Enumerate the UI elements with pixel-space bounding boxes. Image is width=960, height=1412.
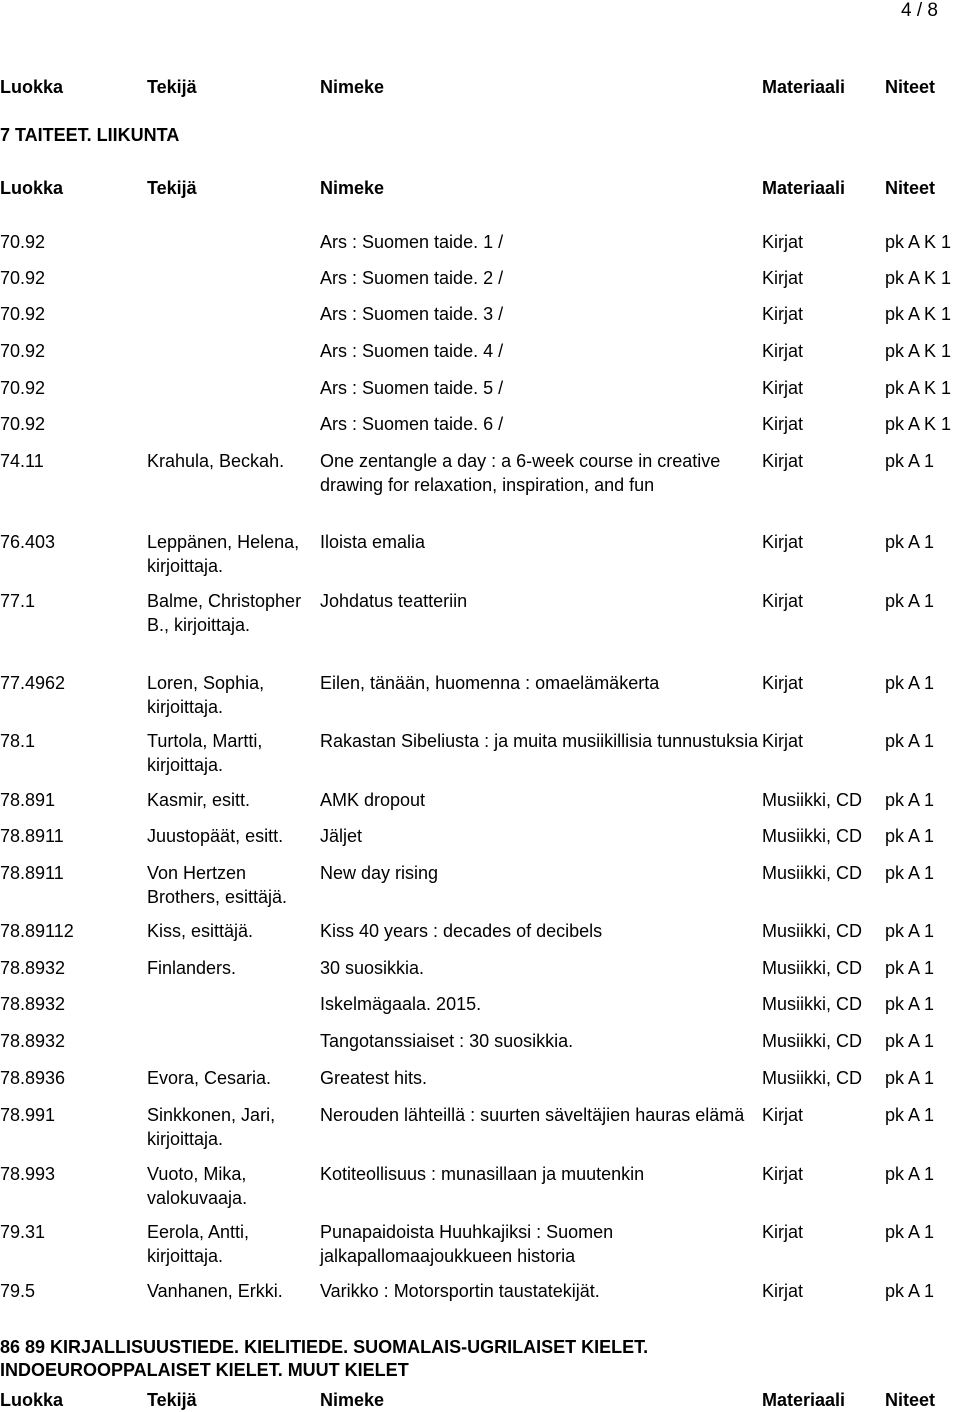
header-nimeke: Nimeke [320, 77, 385, 97]
section-title: 7 TAITEET. LIIKUNTA [0, 125, 180, 145]
cell-niteet: pk A 1 [885, 1068, 935, 1088]
cell-nimeke: Ars : Suomen taide. 6 / [320, 414, 504, 434]
cell-tekija: Von Hertzen Brothers, esittäjä. [147, 863, 288, 907]
cell-niteet: pk A K 1 [885, 378, 952, 398]
cell-materiaali: Musiikki, CD [762, 1068, 863, 1088]
cell-luokka: 78.8932 [0, 958, 66, 978]
cell-niteet: pk A 1 [885, 826, 935, 846]
cell-materiaali: Kirjat [762, 378, 804, 398]
cell-materiaali: Kirjat [762, 532, 804, 552]
cell-tekija: Krahula, Beckah. [147, 451, 285, 471]
header-luokka: Luokka [0, 1390, 64, 1410]
cell-nimeke: Iskelmägaala. 2015. [320, 994, 482, 1014]
cell-niteet: pk A 1 [885, 673, 935, 693]
header-tekija: Tekijä [147, 77, 197, 97]
cell-materiaali: Kirjat [762, 673, 804, 693]
cell-luokka: 70.92 [0, 378, 46, 398]
header-luokka: Luokka [0, 178, 64, 198]
cell-niteet: pk A 1 [885, 790, 935, 810]
cell-tekija: Vuoto, Mika, valokuvaaja. [147, 1164, 248, 1208]
cell-niteet: pk A K 1 [885, 414, 952, 434]
cell-niteet: pk A 1 [885, 994, 935, 1014]
cell-niteet: pk A K 1 [885, 232, 952, 252]
cell-materiaali: Musiikki, CD [762, 921, 863, 941]
header-niteet: Niteet [885, 178, 936, 198]
cell-luokka: 78.8932 [0, 1031, 66, 1051]
cell-niteet: pk A 1 [885, 451, 935, 471]
cell-nimeke: Ars : Suomen taide. 5 / [320, 378, 504, 398]
cell-tekija: Loren, Sophia, kirjoittaja. [147, 673, 265, 717]
cell-tekija: Kiss, esittäjä. [147, 921, 254, 941]
cell-materiaali: Kirjat [762, 591, 804, 611]
header-nimeke: Nimeke [320, 178, 385, 198]
header-niteet: Niteet [885, 77, 936, 97]
header-materiaali: Materiaali [762, 77, 846, 97]
cell-nimeke: Ars : Suomen taide. 1 / [320, 232, 504, 252]
cell-niteet: pk A 1 [885, 1105, 935, 1125]
cell-luokka: 78.1 [0, 731, 36, 751]
cell-luokka: 70.92 [0, 268, 46, 288]
cell-tekija: Leppänen, Helena, kirjoittaja. [147, 532, 300, 576]
cell-niteet: pk A 1 [885, 591, 935, 611]
cell-materiaali: Kirjat [762, 232, 804, 252]
cell-nimeke: One zentangle a day : a 6-week course in creative drawing for relaxation, inspiration, and fun [320, 451, 721, 495]
cell-materiaali: Kirjat [762, 304, 804, 324]
cell-materiaali: Kirjat [762, 341, 804, 361]
cell-niteet: pk A 1 [885, 1164, 935, 1184]
cell-niteet: pk A 1 [885, 1222, 935, 1242]
cell-niteet: pk A K 1 [885, 341, 952, 361]
cell-tekija: Juustopäät, esitt. [147, 826, 284, 846]
cell-luokka: 78.8911 [0, 826, 64, 846]
cell-materiaali: Musiikki, CD [762, 863, 863, 883]
cell-niteet: pk A 1 [885, 1031, 935, 1051]
cell-niteet: pk A 1 [885, 863, 935, 883]
header-tekija: Tekijä [147, 178, 197, 198]
cell-luokka: 76.403 [0, 532, 56, 552]
cell-materiaali: Kirjat [762, 268, 804, 288]
cell-luokka: 70.92 [0, 304, 46, 324]
cell-materiaali: Musiikki, CD [762, 994, 863, 1014]
cell-nimeke: Ars : Suomen taide. 3 / [320, 304, 504, 324]
cell-nimeke: Greatest hits. [320, 1068, 428, 1088]
cell-luokka: 78.991 [0, 1105, 56, 1125]
cell-nimeke: Varikko : Motorsportin taustatekijät. [320, 1281, 600, 1301]
cell-nimeke: Ars : Suomen taide. 2 / [320, 268, 504, 288]
cell-luokka: 78.891 [0, 790, 56, 810]
cell-materiaali: Kirjat [762, 451, 804, 471]
cell-nimeke: Kiss 40 years : decades of decibels [320, 921, 603, 941]
section-title: 86 89 KIRJALLISUUSTIEDE. KIELITIEDE. SUOMALAIS-UGRILAISET KIELET. [0, 1337, 649, 1357]
cell-luokka: 79.31 [0, 1222, 46, 1242]
section-title: INDOEUROOPPALAISET KIELET. MUUT KIELET [0, 1360, 409, 1380]
cell-tekija: Sinkkonen, Jari, kirjoittaja. [147, 1105, 276, 1149]
header-tekija: Tekijä [147, 1390, 197, 1410]
cell-nimeke: Johdatus teatteriin [320, 591, 468, 611]
cell-materiaali: Musiikki, CD [762, 790, 863, 810]
cell-niteet: pk A 1 [885, 958, 935, 978]
cell-nimeke: Ars : Suomen taide. 4 / [320, 341, 504, 361]
cell-nimeke: Eilen, tänään, huomenna : omaelämäkerta [320, 673, 660, 693]
cell-nimeke: Punapaidoista Huuhkajiksi : Suomen jalkapallomaajoukkueen historia [320, 1222, 614, 1266]
cell-niteet: pk A 1 [885, 731, 935, 751]
cell-materiaali: Kirjat [762, 1105, 804, 1125]
cell-luokka: 70.92 [0, 232, 46, 252]
header-niteet: Niteet [885, 1390, 936, 1410]
cell-tekija: Eerola, Antti, kirjoittaja. [147, 1222, 250, 1266]
cell-materiaali: Kirjat [762, 731, 804, 751]
cell-luokka: 78.89112 [0, 921, 74, 941]
cell-tekija: Turtola, Martti, kirjoittaja. [147, 731, 263, 775]
cell-niteet: pk A 1 [885, 921, 935, 941]
header-nimeke: Nimeke [320, 1390, 385, 1410]
cell-nimeke: Kotiteollisuus : munasillaan ja muutenkin [320, 1164, 645, 1184]
cell-niteet: pk A K 1 [885, 304, 952, 324]
cell-nimeke: Jäljet [320, 826, 363, 846]
cell-luokka: 78.993 [0, 1164, 56, 1184]
header-materiaali: Materiaali [762, 1390, 846, 1410]
cell-niteet: pk A K 1 [885, 268, 952, 288]
cell-luokka: 70.92 [0, 341, 46, 361]
cell-nimeke: Iloista emalia [320, 532, 426, 552]
cell-luokka: 78.8932 [0, 994, 66, 1014]
cell-materiaali: Musiikki, CD [762, 1031, 863, 1051]
page-number: 4 / 8 [901, 0, 938, 21]
cell-materiaali: Musiikki, CD [762, 826, 863, 846]
cell-materiaali: Kirjat [762, 1164, 804, 1184]
cell-tekija: Kasmir, esitt. [147, 790, 251, 810]
cell-niteet: pk A 1 [885, 532, 935, 552]
cell-nimeke: Rakastan Sibeliusta : ja muita musiikillisia tunnustuksia [320, 731, 759, 751]
cell-tekija: Vanhanen, Erkki. [147, 1281, 283, 1301]
cell-luokka: 78.8936 [0, 1068, 66, 1088]
cell-nimeke: Nerouden lähteillä : suurten säveltäjien hauras elämä [320, 1105, 745, 1125]
cell-luokka: 74.11 [0, 451, 44, 471]
cell-luokka: 77.1 [0, 591, 36, 611]
cell-nimeke: Tangotanssiaiset : 30 suosikkia. [320, 1031, 574, 1051]
cell-nimeke: 30 suosikkia. [320, 958, 425, 978]
cell-luokka: 78.8911 [0, 863, 64, 883]
cell-tekija: Balme, Christopher B., kirjoittaja. [147, 591, 302, 635]
cell-nimeke: New day rising [320, 863, 439, 883]
cell-materiaali: Kirjat [762, 414, 804, 434]
cell-materiaali: Kirjat [762, 1281, 804, 1301]
cell-materiaali: Kirjat [762, 1222, 804, 1242]
cell-materiaali: Musiikki, CD [762, 958, 863, 978]
cell-tekija: Finlanders. [147, 958, 237, 978]
cell-niteet: pk A 1 [885, 1281, 935, 1301]
cell-luokka: 77.4962 [0, 673, 66, 693]
header-luokka: Luokka [0, 77, 64, 97]
cell-tekija: Evora, Cesaria. [147, 1068, 272, 1088]
cell-nimeke: AMK dropout [320, 790, 426, 810]
cell-luokka: 70.92 [0, 414, 46, 434]
header-materiaali: Materiaali [762, 178, 846, 198]
cell-luokka: 79.5 [0, 1281, 36, 1301]
